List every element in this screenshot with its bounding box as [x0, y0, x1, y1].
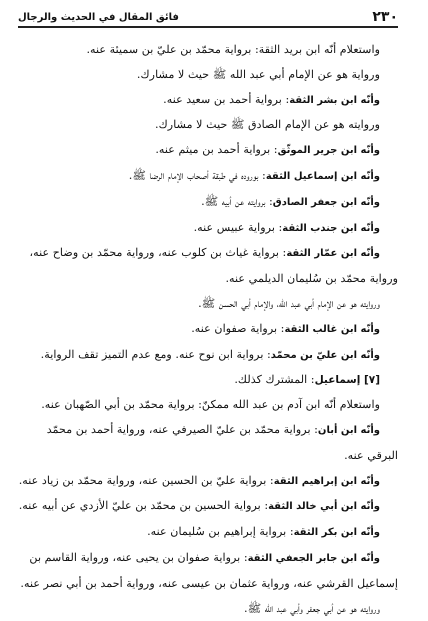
text-line [18, 597, 398, 621]
entry-text: : برواية صفوان بن يحيى عنه، ورواية القاسم بن [29, 550, 248, 564]
entry-text: وروايته هو عن الإمام أبي عبد الله، والإمام أبي الحسن ﷺ. [198, 296, 380, 310]
text-line [18, 63, 398, 88]
text-line [18, 546, 398, 572]
entry-lead: وأنّه ابن جندب الثقة [282, 222, 380, 234]
text-line [18, 241, 398, 267]
entry-lead: وأنّه ابن جرير الموثّق [277, 145, 380, 157]
text-line [18, 317, 398, 343]
text-line [18, 113, 398, 138]
text-line [18, 88, 398, 114]
running-title: فائق المقال في الحديث والرجال [18, 11, 179, 23]
text-line [18, 138, 398, 164]
entry-text: : برواية محمّد بن عليّ الصيرفي عنه، ورواية أحمد بن محمّد [46, 422, 318, 436]
entry-text: وروايته هو عن الإمام الصادق ﷺ حيث لا مشارك. [155, 118, 380, 132]
entry-text: ورواية محمّد بن سُليمان الديلمي عنه. [225, 272, 398, 286]
entry-lead: وأنّه ابن جابر الجعفي الثقة [247, 552, 380, 564]
text-line [18, 520, 398, 546]
entry-text: : برواية إبراهيم بن سُليمان عنه. [147, 525, 294, 539]
page-number: ٢٣٠ [372, 9, 398, 25]
entry-text: : برواية عليّ بن الحسين عنه، ورواية محمّد بن زياد عنه. [18, 473, 274, 487]
text-line [18, 368, 398, 393]
text-line [18, 190, 398, 216]
entry-text: إسماعيل القرشي عنه، ورواية عثمان بن عيسى عنه، ورواية أحمد بن أبي نصر عنه. [20, 576, 398, 590]
text-line [18, 469, 398, 495]
entry-text: ورواية هو عن الإمام أبي عبد الله ﷺ حيث لا مشارك. [136, 67, 380, 81]
text-line [18, 343, 398, 369]
entry-text: : برواية الحسين بن محمّد بن عليّ الأزدي عن أبيه عنه. [18, 499, 269, 513]
text-line [18, 164, 398, 190]
entry-text: : برواية أحمد بن سعيد عنه. [163, 92, 290, 106]
text-line [18, 292, 398, 317]
entry-lead: [٧] إسماعيل [314, 374, 380, 387]
entry-text: : برواية صفوان عنه. [191, 321, 285, 335]
text-line [18, 216, 398, 242]
entry-text: واستعلام أنّه ابن بريد الثقة: برواية محمّد بن عليّ بن سميئة عنه. [86, 43, 380, 56]
entry-lead: وأنّه ابن أبي خالد الثقة [268, 501, 380, 513]
entry-lead: وأنّه ابن عمّار الثقة [286, 248, 380, 260]
entry-text: وروايته هو عن أبي جعفر وأبي عبد الله ﷺ. [244, 601, 380, 615]
text-line [18, 418, 398, 444]
text-line [18, 267, 398, 292]
text-line [18, 494, 398, 520]
entry-lead: وأنّه ابن بشر الثقة [289, 94, 380, 106]
text-line [18, 38, 398, 63]
text-line [18, 444, 398, 469]
entry-text: : برواية أحمد بن ميثم عنه. [155, 143, 278, 157]
text-line [18, 393, 398, 418]
entry-lead: وأنّه ابن عليّ بن محمّد [270, 349, 380, 361]
entry-lead: وأنّه ابن أبان [317, 424, 380, 436]
entry-lead: وأنّه ابن إبراهيم الثقة [273, 475, 380, 487]
text-body [18, 38, 398, 621]
entry-text: : المشترك كذلك. [234, 373, 315, 387]
entry-text: واستعلام أنّه ابن آدم بن عبد الله ممكنّ: برواية محمّد بن أبي الصّهبان عنه. [41, 398, 380, 412]
entry-text: : برواية عبيس عنه. [193, 220, 283, 234]
entry-lead: وأنّه ابن إسماعيل الثقة [265, 170, 380, 182]
entry-text: البرقي عنه. [344, 448, 398, 462]
entry-text: : برواية ابن نوح عنه. ومع عدم التميز تقف الرواية. [40, 347, 271, 361]
entry-text: : بوروده في طبقة أصحاب الإمام الرضا ﷺ. [128, 168, 266, 182]
page-header [18, 8, 398, 28]
entry-text: : برواية غياث بن كلوب عنه، ورواية محمّد بن وضاح عنه، [29, 246, 287, 260]
entry-lead: وأنّه ابن بكر الثقة [293, 527, 380, 539]
entry-lead: وأنّه ابن جعفر الصادق [272, 196, 380, 208]
text-line [18, 572, 398, 597]
entry-text: : بروايته عن أبيه ﷺ. [201, 194, 273, 208]
entry-lead: وأنّه ابن غالب الثقة [284, 323, 380, 335]
